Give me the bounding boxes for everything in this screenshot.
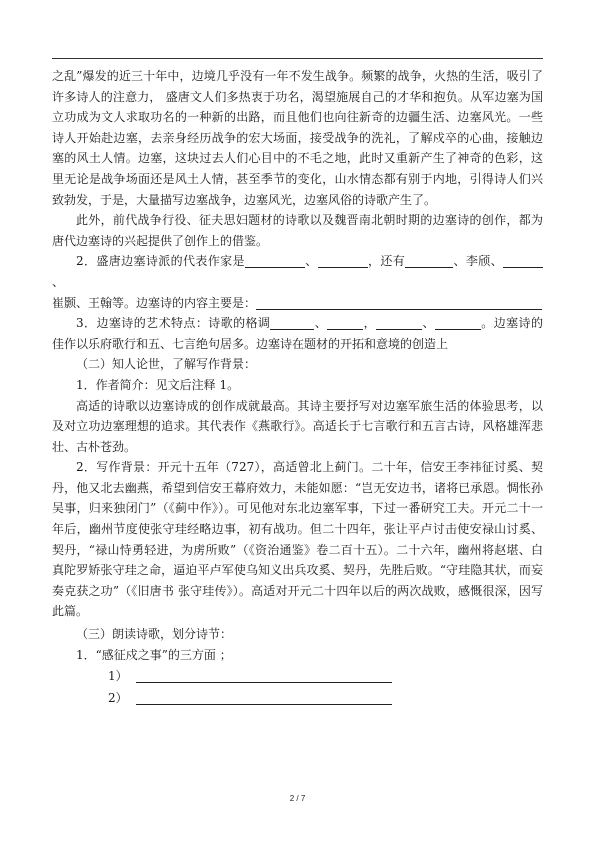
q2-text-a: 2．盛唐边塞诗派的代表作家是 bbox=[76, 254, 245, 269]
question-3 bbox=[52, 313, 543, 354]
author-intro-item: 1．作者简介：见文后注释 1。 bbox=[76, 377, 240, 392]
answer-blank[interactable] bbox=[405, 254, 453, 268]
header-rule bbox=[52, 58, 543, 59]
answer-blank[interactable] bbox=[503, 254, 543, 268]
section-3-item-1: 1．“感征戍之事”的三方面 ； bbox=[76, 647, 232, 662]
question-2 bbox=[52, 251, 543, 292]
paragraph-influence: 此外，前代战争行役、征夫思妇题材的诗歌以及魏晋南北朝时期的边塞诗的创作，都为唐代边塞诗的兴起提供了创作上的借鉴。 bbox=[52, 213, 543, 248]
answer-line-2 bbox=[52, 687, 543, 709]
q2-sep: 、 bbox=[52, 274, 65, 289]
answer-blank[interactable] bbox=[136, 669, 392, 683]
q2-text-d: 崔颢、王翰等。边塞诗的内容主要是： bbox=[52, 295, 257, 310]
sub-item-label: 1） bbox=[108, 669, 128, 684]
answer-line-1 bbox=[52, 665, 543, 687]
background-paragraph: 2．写作背景：开元十五年（727），高适曾北上蓟门。二十年，信安王李祎征讨奚、契丹，他又北去幽燕，希望到信安王幕府效力，未能如愿：“岂无安边书，诸将已承恩。惆怅孙吴事，归来独闭门”（《蓟中作》）。可见他对东北边塞军事，下过一番研究工夫。开元二十一年后，幽州节度使张守珪经略边事，初有战功。但二十四年，张让平卢讨击使安禄山讨奚、契丹，“禄山恃勇轻进，为虏所败”（《资治通鉴》卷二百十五）。二十六年，幽州将赵堪、白真陀罗矫张守珪之命，逼迫平卢军使乌知义出兵攻奚、契丹，先胜后败。“守珪隐其状，而妄奏克获之功”（《旧唐书 张守珪传》）。高适对开元二十四年以后的两次战败，感慨很深，因写此篇。 bbox=[52, 460, 543, 619]
answer-blank[interactable] bbox=[435, 316, 481, 330]
q3-sep: 、 bbox=[314, 316, 328, 331]
sub-item-label: 2） bbox=[108, 691, 128, 706]
q3-text-b: 。边塞诗的佳作以乐府歌行和五、七言绝句居多。边塞诗在题材的开拓和意境的创造上 bbox=[52, 316, 543, 351]
answer-blank[interactable] bbox=[327, 316, 363, 330]
answer-blank[interactable] bbox=[270, 316, 314, 330]
q2-text-b: ，还有 bbox=[367, 254, 406, 269]
q3-sep: 、 bbox=[422, 316, 435, 331]
q3-sep: ， bbox=[363, 316, 377, 331]
q2-sep: 、李颀、 bbox=[453, 254, 503, 269]
section-2-heading: （二）知人论世，了解写作背景： bbox=[76, 357, 257, 372]
answer-blank[interactable] bbox=[376, 316, 422, 330]
document-body bbox=[52, 66, 543, 709]
author-bio-paragraph: 高适的诗歌以边塞诗成的创作成就最高。其诗主要抒写对边塞军旅生活的体验思考，以及对立功边塞理想的追求。其代表作《燕歌行》。高适长于七言歌行和五言古诗，风格雄浑悲壮、古朴苍劲。 bbox=[52, 398, 543, 454]
answer-blank[interactable] bbox=[256, 296, 542, 310]
page-number: 2 / 7 bbox=[289, 794, 306, 803]
q3-text-a: 3．边塞诗的艺术特点：诗歌的格调 bbox=[76, 316, 271, 331]
section-3-heading: （三）朗读诗歌，划分诗节： bbox=[76, 627, 233, 642]
answer-blank[interactable] bbox=[245, 254, 305, 268]
q2-sep: 、 bbox=[304, 254, 318, 269]
answer-blank[interactable] bbox=[136, 691, 392, 705]
paragraph-intro: 之乱”爆发的近三十年中，边境几乎没有一年不发生战争。频繁的战争，火热的生活，吸引了许多诗人的注意力， 盛唐文人们多热衷于功名，渴望施展自己的才华和抱负。从军边塞为国立功成为文人求取功名的一种新的出路，而且他们也向往新奇的边疆生活、边塞风光。一些诗人开始赴边塞，去亲身经历战争的宏大场面，接受战争的洗礼，了解戍卒的心曲，接触边塞的风土人情。边塞，这块过去人们心目中的不毛之地，此时又重新产生了神奇的色彩，这里无论是战争场面还是风土人情，甚至季节的变化，山水情态都有别于内地，引得诗人们兴致勃发，于是，大量描写边塞战争，边塞风光，边塞风俗的诗歌产生了。 bbox=[52, 69, 543, 207]
answer-blank[interactable] bbox=[318, 254, 368, 268]
question-2-cont bbox=[52, 293, 543, 314]
